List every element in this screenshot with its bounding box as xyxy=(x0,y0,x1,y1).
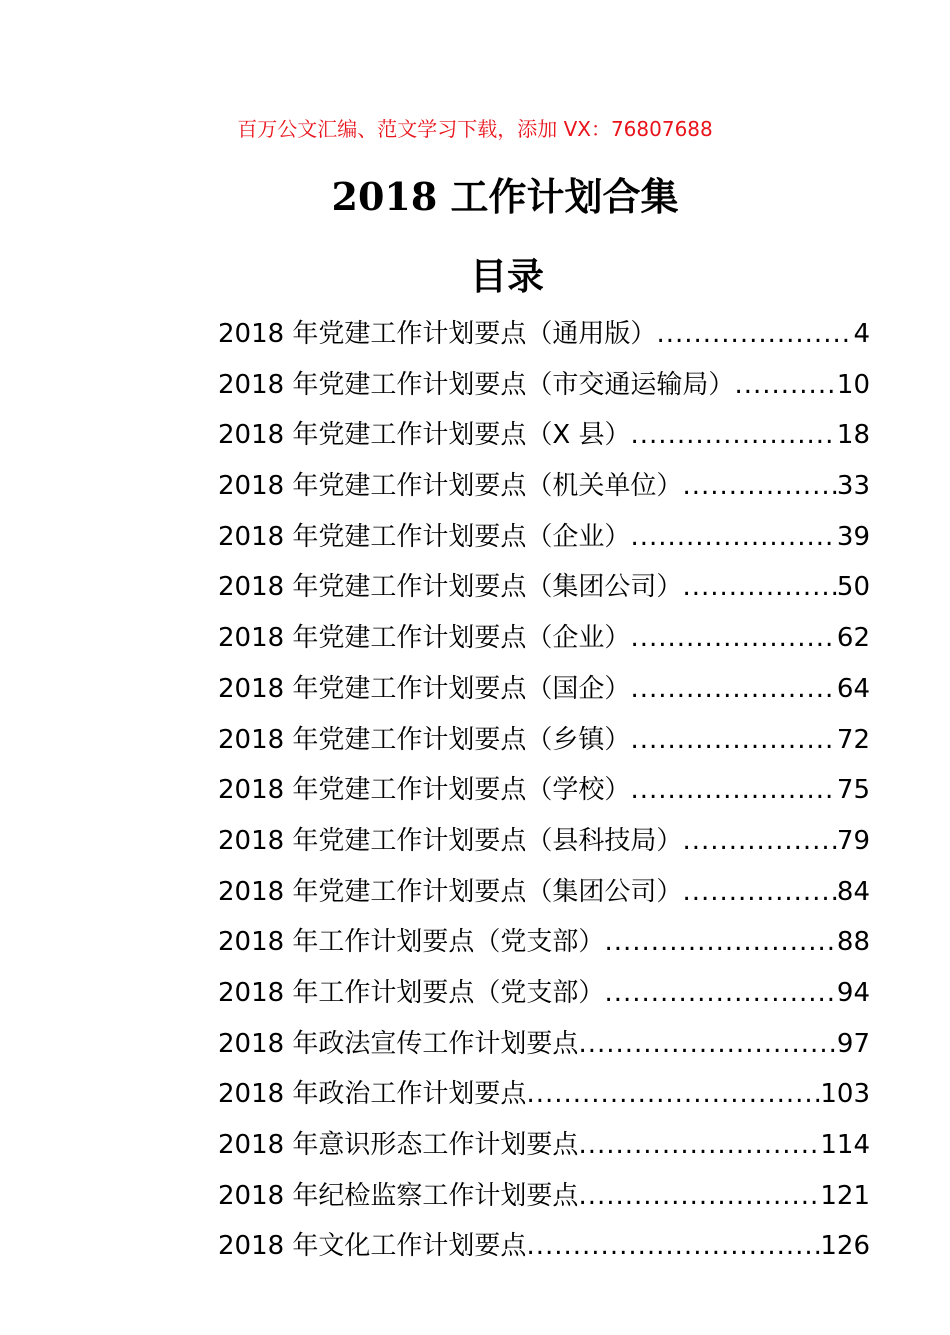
table-of-contents xyxy=(218,309,870,1272)
toc-entry-label: 2018 年党建工作计划要点（学校） xyxy=(218,775,631,806)
toc-dot-leader xyxy=(578,1171,820,1222)
toc-entry-page: 18 xyxy=(836,420,870,451)
toc-entry-label: 2018 年政法宣传工作计划要点 xyxy=(218,1028,579,1059)
document-title: 2018 工作计划合集 xyxy=(331,174,679,219)
toc-entry-page: 114 xyxy=(820,1130,870,1160)
toc-entry[interactable] xyxy=(218,1221,870,1272)
toc-dot-leader xyxy=(734,360,836,411)
toc-entry[interactable] xyxy=(218,309,870,360)
toc-dot-leader xyxy=(604,968,836,1019)
toc-dot-leader xyxy=(526,1221,820,1272)
toc-entry-label: 2018 年政治工作计划要点 xyxy=(218,1079,527,1110)
toc-entry[interactable] xyxy=(218,867,870,918)
toc-entry[interactable] xyxy=(218,360,870,411)
toc-dot-leader xyxy=(578,1019,836,1070)
toc-entry-label: 2018 年文化工作计划要点 xyxy=(218,1231,527,1262)
toc-entry[interactable] xyxy=(218,613,870,664)
toc-entry-page: 103 xyxy=(820,1079,870,1110)
toc-entry[interactable] xyxy=(218,765,870,816)
toc-entry-label: 2018 年党建工作计划要点（通用版） xyxy=(218,319,657,349)
toc-entry-label: 2018 年党建工作计划要点（集团公司） xyxy=(218,876,683,907)
toc-entry-page: 88 xyxy=(836,927,870,958)
toc-dot-leader xyxy=(682,816,836,867)
toc-entry[interactable] xyxy=(218,562,870,613)
toc-dot-leader xyxy=(630,765,836,816)
toc-entry[interactable] xyxy=(218,968,870,1019)
toc-entry[interactable] xyxy=(218,410,870,461)
toc-dot-leader xyxy=(604,917,836,968)
toc-entry-page: 75 xyxy=(836,775,870,806)
toc-entry[interactable] xyxy=(218,715,870,766)
toc-entry-page: 94 xyxy=(836,977,870,1008)
toc-entry[interactable] xyxy=(218,512,870,563)
toc-entry[interactable] xyxy=(218,461,870,512)
toc-entry-page: 10 xyxy=(836,369,870,400)
toc-dot-leader xyxy=(630,715,836,766)
toc-entry-label: 2018 年党建工作计划要点（集团公司） xyxy=(218,572,683,603)
toc-dot-leader xyxy=(631,410,837,461)
toc-entry-page: 79 xyxy=(836,825,870,856)
watermark-text: 百万公文汇编、范文学习下载，添加 VX：76807688 xyxy=(237,117,713,141)
toc-entry-page: 62 xyxy=(836,623,870,654)
toc-dot-leader xyxy=(526,1069,820,1120)
toc-entry-page: 64 xyxy=(836,673,870,704)
toc-entry-label: 2018 年党建工作计划要点（企业） xyxy=(218,521,631,552)
toc-entry-page: 50 xyxy=(836,572,870,603)
toc-entry[interactable] xyxy=(218,917,870,968)
toc-dot-leader xyxy=(682,562,836,613)
toc-dot-leader xyxy=(682,867,836,918)
toc-dot-leader xyxy=(578,1120,820,1171)
toc-entry[interactable] xyxy=(218,1171,870,1222)
toc-entry-label: 2018 年工作计划要点（党支部） xyxy=(218,977,605,1008)
toc-entry-page: 72 xyxy=(836,724,870,755)
toc-dot-leader xyxy=(630,512,836,563)
toc-entry-label: 2018 年党建工作计划要点（国企） xyxy=(218,673,631,704)
toc-entry-label: 2018 年纪检监察工作计划要点 xyxy=(218,1180,579,1211)
toc-entry-page: 39 xyxy=(836,521,870,552)
toc-entry-label: 2018 年工作计划要点（党支部） xyxy=(218,927,605,958)
toc-entry-label: 2018 年党建工作计划要点（X 县） xyxy=(218,420,631,451)
toc-dot-leader xyxy=(656,309,853,360)
toc-entry-page: 84 xyxy=(836,876,870,907)
toc-entry-label: 2018 年党建工作计划要点（乡镇） xyxy=(218,724,631,755)
toc-entry-page: 121 xyxy=(820,1180,870,1211)
toc-heading: 目录 xyxy=(470,255,544,298)
toc-entry-label: 2018 年意识形态工作计划要点 xyxy=(218,1130,579,1160)
toc-entry[interactable] xyxy=(218,664,870,715)
toc-dot-leader xyxy=(630,613,836,664)
toc-dot-leader xyxy=(630,664,836,715)
toc-entry[interactable] xyxy=(218,816,870,867)
toc-entry[interactable] xyxy=(218,1069,870,1120)
toc-dot-leader xyxy=(682,461,836,512)
toc-entry[interactable] xyxy=(218,1120,870,1171)
toc-entry-label: 2018 年党建工作计划要点（县科技局） xyxy=(218,825,683,856)
toc-entry-label: 2018 年党建工作计划要点（市交通运输局） xyxy=(218,369,735,400)
toc-entry-label: 2018 年党建工作计划要点（企业） xyxy=(218,623,631,654)
toc-entry-page: 33 xyxy=(836,471,870,502)
toc-entry-page: 4 xyxy=(853,319,870,349)
toc-entry[interactable] xyxy=(218,1019,870,1070)
toc-entry-page: 126 xyxy=(820,1231,870,1262)
toc-entry-page: 97 xyxy=(836,1028,870,1059)
toc-entry-label: 2018 年党建工作计划要点（机关单位） xyxy=(218,471,683,502)
